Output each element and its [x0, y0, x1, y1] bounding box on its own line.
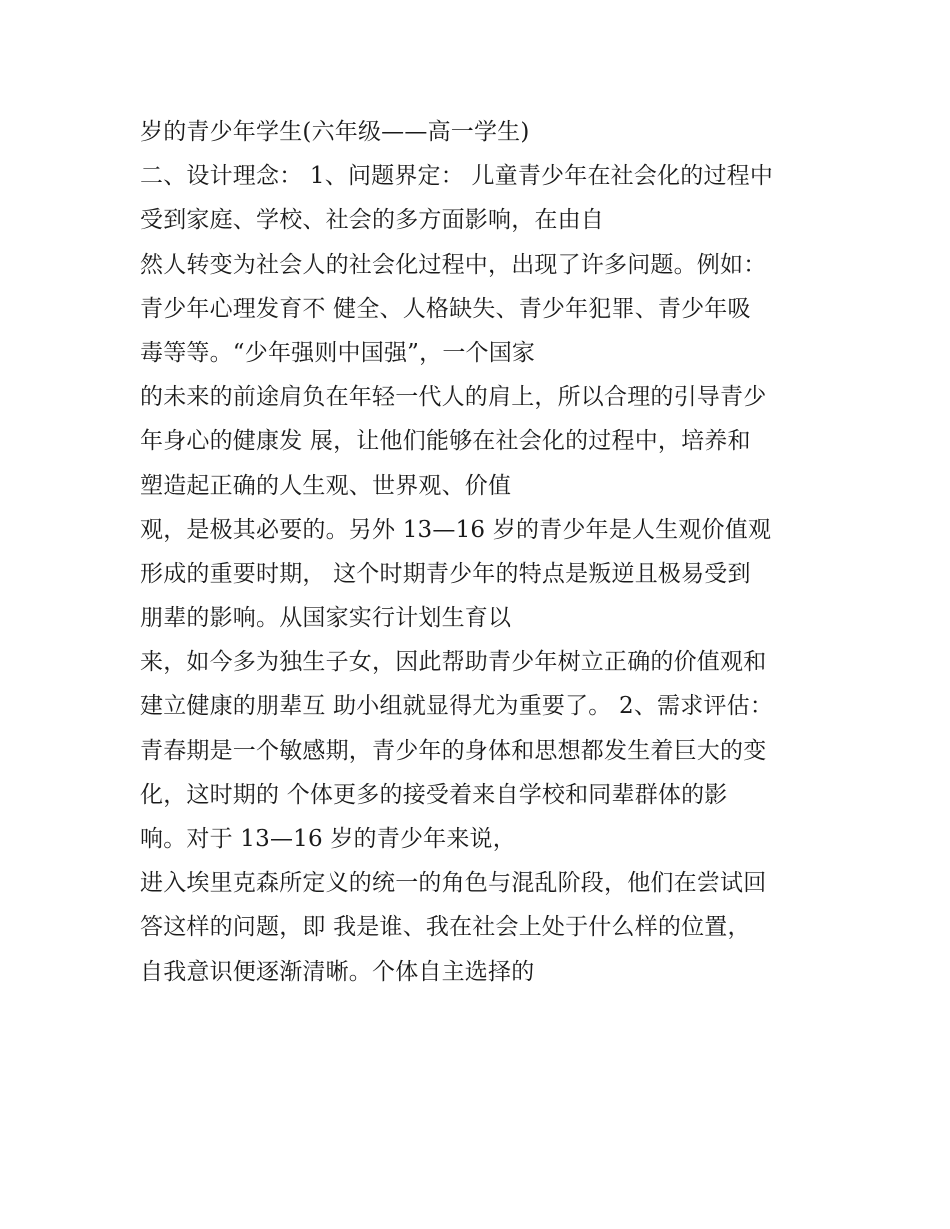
text-line: 答这样的问题，即 我是谁、我在社会上处于什么样的位置， — [140, 914, 751, 941]
text-line: 年身心的健康发 展，让他们能够在社会化的过程中，培养和 — [140, 428, 751, 455]
text-line: 朋辈的影响。从国家实行计划生育以 — [140, 605, 512, 632]
text-line: 毒等等。“少年强则中国强”，一个国家 — [140, 339, 536, 366]
text-line: 观，是极其必要的。另外 13—16 岁的青少年是人生观价值观 — [140, 516, 772, 543]
text-line: 自我意识便逐渐清晰。个体自主选择的 — [140, 958, 535, 985]
text-line: 岁的青少年学生(六年级——高一学生) — [140, 119, 530, 145]
text-line: 来，如今多为独生子女，因此帮助青少年树立正确的价值观和 — [140, 649, 767, 676]
text-line: 受到家庭、学校、社会的多方面影响，在由自 — [140, 207, 604, 234]
text-line: 响。对于 13—16 岁的青少年来说， — [140, 826, 516, 852]
text-line: 然人转变为社会人的社会化过程中，出现了许多问题。例如： — [140, 251, 767, 278]
text-line: 青少年心理发育不 健全、人格缺失、青少年犯罪、青少年吸 — [140, 295, 751, 322]
text-line: 化，这时期的 个体更多的接受着来自学校和同辈群体的影 — [140, 781, 728, 808]
text-line: 形成的重要时期， 这个时期青少年的特点是叛逆且极易受到 — [140, 560, 751, 587]
text-line: 二、设计理念： 1、问题界定： 儿童青少年在社会化的过程中 — [140, 163, 774, 190]
text-line: 进入埃里克森所定义的统一的角色与混乱阶段，他们在尝试回 — [140, 870, 767, 897]
text-line: 的未来的前途肩负在年轻一代人的肩上，所以合理的引导青少 — [140, 384, 767, 411]
text-line: 塑造起正确的人生观、世界观、价值 — [140, 472, 512, 499]
text-line: 建立健康的朋辈互 助小组就显得尤为重要了。 2、需求评估： — [140, 693, 774, 720]
body-text — [140, 110, 840, 994]
text-line: 青春期是一个敏感期，青少年的身体和思想都发生着巨大的变 — [140, 737, 767, 764]
